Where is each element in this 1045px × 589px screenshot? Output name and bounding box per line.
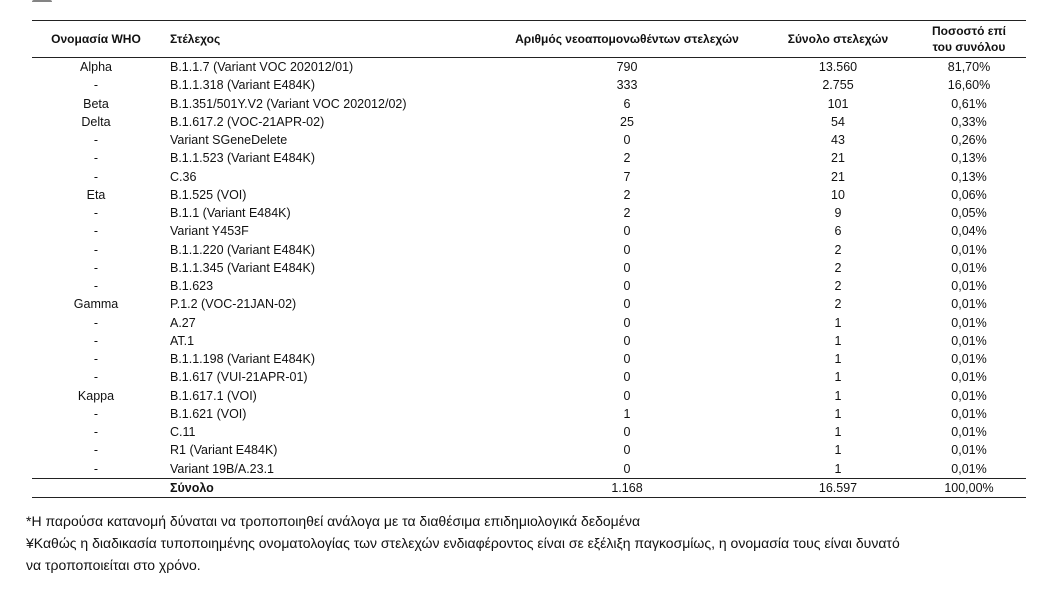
cell-new: 7 xyxy=(623,169,631,184)
footnote-nomenclature-line1: ¥Καθώς η διαδικασία τυποποιημένης ονοματολογίας των στελεχών ενδιαφέροντος είναι σε εξέλιξη παγκοσμίως, η ονομασία τους είναι δυνατό xyxy=(26,535,900,551)
cell-who: - xyxy=(93,242,99,257)
cell-total: 21 xyxy=(831,151,845,166)
cell-who: - xyxy=(93,169,99,184)
cell-new: 0 xyxy=(623,279,631,294)
cell-who: - xyxy=(93,224,99,239)
cell-percent: 0,26% xyxy=(951,133,987,148)
cell-percent: 0,33% xyxy=(951,114,987,129)
cell-strain: B.1.623 xyxy=(170,279,214,294)
cell-new: 0 xyxy=(623,242,631,257)
cell-total: 2.755 xyxy=(822,78,854,93)
cell-strain: B.1.1.318 (Variant E484K) xyxy=(170,78,315,93)
cell-who: - xyxy=(93,406,99,421)
footnote-distribution: *Η παρούσα κατανομή δύναται να τροποποιηθεί ανάλογα με τα διαθέσιμα επιδημιολογικά δεδομένα xyxy=(26,513,641,529)
cell-percent: 0,01% xyxy=(951,388,987,403)
cell-total: 2 xyxy=(834,297,842,312)
cell-total: 10 xyxy=(831,187,845,202)
cell-percent: 0,13% xyxy=(951,151,987,166)
cell-who: - xyxy=(93,461,99,476)
cell-total: 1 xyxy=(834,461,842,476)
table-row xyxy=(32,350,1026,368)
cell-percent: 0,01% xyxy=(951,425,987,440)
header-percent-line1: Ποσοστό επί xyxy=(932,24,1006,38)
cell-new: 0 xyxy=(623,388,631,403)
cell-total: 101 xyxy=(827,96,849,111)
cell-new: 25 xyxy=(620,114,634,129)
cell-total: 21 xyxy=(831,169,845,184)
cell-percent: 0,06% xyxy=(951,187,987,202)
cell-total: 1 xyxy=(834,406,842,421)
cell-who: - xyxy=(93,279,99,294)
total-label: Σύνολο xyxy=(160,478,490,497)
cell-strain: C.11 xyxy=(170,425,196,440)
table-row xyxy=(32,168,1026,186)
footnote-nomenclature-line2: να τροποποιείται στο χρόνο. xyxy=(26,557,201,573)
cell-strain: B.1.617.1 (VOI) xyxy=(170,388,257,403)
total-new: 1.168 xyxy=(490,478,764,497)
cell-percent: 0,01% xyxy=(951,333,987,348)
cell-strain: A.27 xyxy=(170,315,196,330)
cell-total: 6 xyxy=(834,224,842,239)
cell-percent: 16,60% xyxy=(947,78,991,93)
cell-percent: 0,05% xyxy=(951,206,987,221)
table-row xyxy=(32,387,1026,405)
header-new-isolated: Αριθμός νεοαπομονωθέντων στελεχών xyxy=(490,21,764,58)
cell-strain: B.1.1.7 (Variant VOC 202012/01) xyxy=(170,60,354,75)
cell-percent: 0,01% xyxy=(951,242,987,257)
cell-who: - xyxy=(93,78,99,93)
cell-strain: AT.1 xyxy=(170,333,195,348)
cell-total: 13.560 xyxy=(818,60,858,75)
header-who-name: Ονομασία WHO xyxy=(32,21,160,58)
cell-percent: 0,01% xyxy=(951,279,987,294)
cell-total: 2 xyxy=(834,260,842,275)
cell-new: 0 xyxy=(623,297,631,312)
table-row xyxy=(32,368,1026,386)
cell-who: Gamma xyxy=(73,297,119,312)
cell-who: - xyxy=(93,370,99,385)
cell-percent: 0,04% xyxy=(951,224,987,239)
cell-strain: R1 (Variant E484K) xyxy=(170,443,278,458)
table-header-row xyxy=(32,21,1026,58)
cell-total: 1 xyxy=(834,388,842,403)
cell-who: - xyxy=(93,425,99,440)
cell-percent: 0,01% xyxy=(951,370,987,385)
cell-new: 0 xyxy=(623,370,631,385)
page-fragment xyxy=(32,0,52,6)
total-percent: 100,00% xyxy=(912,478,1026,497)
cell-total: 1 xyxy=(834,370,842,385)
table-row xyxy=(32,113,1026,131)
cell-who: Delta xyxy=(81,114,111,129)
cell-new: 0 xyxy=(623,333,631,348)
cell-strain: B.1.351/501Y.V2 (Variant VOC 202012/02) xyxy=(170,96,407,111)
cell-total: 1 xyxy=(834,315,842,330)
cell-new: 1 xyxy=(623,406,631,421)
cell-percent: 0,01% xyxy=(951,260,987,275)
table-row xyxy=(32,405,1026,423)
cell-new: 0 xyxy=(623,352,631,367)
cell-strain: Variant 19B/A.23.1 xyxy=(170,461,275,476)
cell-percent: 0,01% xyxy=(951,461,987,476)
cell-who: Eta xyxy=(86,187,106,202)
cell-strain: B.1.1.345 (Variant E484K) xyxy=(170,260,315,275)
cell-percent: 0,01% xyxy=(951,352,987,367)
cell-new: 0 xyxy=(623,133,631,148)
cell-percent: 0,01% xyxy=(951,406,987,421)
cell-new: 0 xyxy=(623,315,631,330)
cell-new: 0 xyxy=(623,260,631,275)
total-total: 16.597 xyxy=(764,478,912,497)
table-row xyxy=(32,332,1026,350)
cell-percent: 81,70% xyxy=(947,60,991,75)
header-percent-line2: του συνόλου xyxy=(932,40,1006,54)
cell-total: 43 xyxy=(831,133,845,148)
cell-new: 790 xyxy=(616,60,638,75)
cell-strain: B.1.621 (VOI) xyxy=(170,406,247,421)
table-row xyxy=(32,460,1026,479)
cell-new: 0 xyxy=(623,461,631,476)
cell-new: 0 xyxy=(623,443,631,458)
table-row xyxy=(32,149,1026,167)
cell-who: - xyxy=(93,352,99,367)
table-row xyxy=(32,131,1026,149)
cell-strain: Variant Y453F xyxy=(170,224,249,239)
cell-total: 2 xyxy=(834,279,842,294)
cell-new: 333 xyxy=(616,78,638,93)
cell-who: - xyxy=(93,333,99,348)
cell-percent: 0,13% xyxy=(951,169,987,184)
table-row xyxy=(32,314,1026,332)
cell-new: 0 xyxy=(623,224,631,239)
cell-percent: 0,01% xyxy=(951,297,987,312)
cell-percent: 0,01% xyxy=(951,315,987,330)
cell-total: 1 xyxy=(834,333,842,348)
cell-new: 2 xyxy=(623,151,631,166)
cell-strain: B.1.1.198 (Variant E484K) xyxy=(170,352,315,367)
header-strain: Στέλεχος xyxy=(160,21,490,58)
cell-new: 6 xyxy=(623,96,631,111)
table-row xyxy=(32,204,1026,222)
table-row xyxy=(32,58,1026,77)
table-row xyxy=(32,441,1026,459)
table-row xyxy=(32,186,1026,204)
cell-strain: Variant SGeneDelete xyxy=(170,133,288,148)
header-total: Σύνολο στελεχών xyxy=(764,21,912,58)
table-row xyxy=(32,295,1026,313)
cell-who: - xyxy=(93,151,99,166)
table-row xyxy=(32,423,1026,441)
header-percent xyxy=(912,21,1026,58)
cell-who: Alpha xyxy=(80,60,112,75)
cell-percent: 0,61% xyxy=(951,96,987,111)
cell-total: 2 xyxy=(834,242,842,257)
cell-strain: B.1.617.2 (VOC-21APR-02) xyxy=(170,114,325,129)
cell-strain: B.1.1.220 (Variant E484K) xyxy=(170,242,315,257)
cell-total: 1 xyxy=(834,352,842,367)
cell-total: 1 xyxy=(834,443,842,458)
table-row xyxy=(32,259,1026,277)
cell-new: 0 xyxy=(623,425,631,440)
table-body xyxy=(32,58,1026,498)
table-row xyxy=(32,241,1026,259)
cell-strain: C.36 xyxy=(170,169,197,184)
cell-total: 1 xyxy=(834,425,842,440)
cell-who-empty xyxy=(32,478,160,497)
cell-who: Beta xyxy=(83,96,109,111)
table-row xyxy=(32,95,1026,113)
cell-new: 2 xyxy=(623,187,631,202)
cell-who: - xyxy=(93,260,99,275)
table-row xyxy=(32,76,1026,94)
strain-table xyxy=(32,20,1026,498)
table-row xyxy=(32,277,1026,295)
cell-strain: B.1.525 (VOI) xyxy=(170,187,247,202)
cell-who: - xyxy=(93,443,99,458)
cell-who: - xyxy=(93,133,99,148)
cell-who: Kappa xyxy=(77,388,115,403)
table-total-row xyxy=(32,478,1026,497)
cell-who: - xyxy=(93,206,99,221)
cell-new: 2 xyxy=(623,206,631,221)
cell-strain: B.1.1.523 (Variant E484K) xyxy=(170,151,315,166)
cell-total: 54 xyxy=(831,114,845,129)
cell-total: 9 xyxy=(834,206,842,221)
table-row xyxy=(32,222,1026,240)
footnotes xyxy=(26,510,1036,576)
cell-strain: P.1.2 (VOC-21JAN-02) xyxy=(170,297,297,312)
cell-who: - xyxy=(93,315,99,330)
cell-strain: B.1.617 (VUI-21APR-01) xyxy=(170,370,308,385)
cell-strain: B.1.1 (Variant E484K) xyxy=(170,206,291,221)
cell-percent: 0,01% xyxy=(951,443,987,458)
